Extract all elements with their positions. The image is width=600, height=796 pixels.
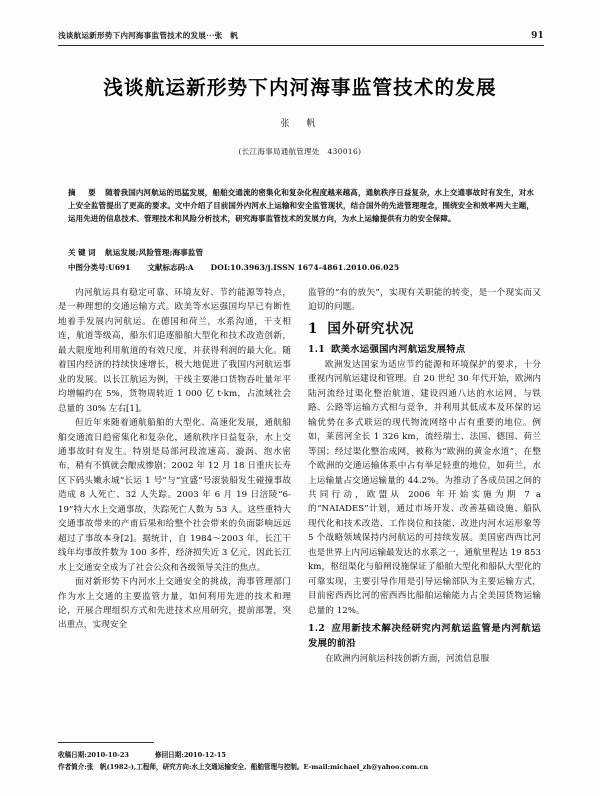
- page-title: 浅谈航运新形势下内河海事监管技术的发展: [103, 76, 497, 99]
- keywords-block: [68, 247, 534, 258]
- author-name: 张 帆: [280, 119, 320, 129]
- paragraph: 面对新形势下内河水上交通安全的挑战，海事管理部门作为水上交通的主要监管力量，如何利用先进的技术和理论，开展合理组织方式和先进技术应用研究，提前部署，突出重点，实现安全: [58, 577, 291, 631]
- received-date-label: 收稿日期:: [58, 751, 87, 759]
- clc-group: [68, 262, 130, 273]
- keywords-label: 关键词: [68, 248, 98, 257]
- clc-value: U691: [108, 263, 131, 272]
- header-rule: [58, 45, 544, 46]
- clc-label: 中图分类号:: [68, 263, 109, 272]
- footnote-dates-row: [58, 750, 544, 762]
- subsection-title: 欧美水运强国内河航运发展特点: [331, 343, 466, 355]
- doi-value: DOI:10.3963/j.ISSN 1674-4861.2010.06.025: [210, 263, 400, 272]
- classification-block: [68, 262, 534, 273]
- running-head: [58, 30, 544, 41]
- paragraph: 但近年来随着通航船舶的大型化、高速化发展，通航船舶交通流日趋密集化和复杂化，通航秩序日益复杂，水上交通事故时有发生。特别是局部河段流速高、漩涡、泡水密布，稍有不慎就会酿成惨剧；2002 年 12 月 18 日重庆长寿区下码头嫩永城“长运 1 号”与“宜盛”号滚装船发生碰撞事故造成 8 人死亡、32 人失踪。2003 年 6 月 19 日涪陵“6-19”特大水上交通事故，失踪死亡人数为 53 人。这些重特大交通事故带来的产甫后果和给整个社会带来的负面影响远远超过了事故本身[2]。据统计，自 1984～2003 年，长江干线年均事故件数为 100 多件，经济损失近 3 亿元，因此长江水上交通安全成为了社会公众和各级领导关注的焦点。: [58, 418, 291, 573]
- author-bio-value: 张 帆(1982-),工程师，研究方向:水上交通运输安全、船舶管理与控制。E-mail:michael_zh@yahoo.com.cn: [86, 762, 429, 771]
- footnote-rule: [58, 742, 154, 743]
- body-column-left: [58, 286, 291, 633]
- section-heading-1: [308, 320, 541, 339]
- paragraph: 监管的“有的放矢”，实现有关职能的转变，是一个现实而又迫切的问题。: [308, 288, 541, 313]
- subsection-number: 1.2: [308, 623, 326, 635]
- paragraph: 内河航运具有稳定可靠、环境友好、节约能源等特点，是一种理想的交通运输方式。欧美等水运强国均早已有断性地着手发展内河航运。在德国和荷兰，水系沟通，干支相连，航道等级高，船东们追逐船舶大型化和技术改造创新，最大限度地利用航道的有效尺度，并获得利润的最大化。随着国内经济的持续快速增长，极大地促进了我国内河航运事业的发展。以长江航运为例，干线主要港口货物吞吐量年平均增幅约在 5%，货物周转近 1 000 亿 t·km，占流域社会总量的 30% 左右[1]。: [58, 288, 291, 414]
- subsection-number: 1.1: [308, 343, 326, 355]
- body-column-right: [308, 286, 541, 667]
- revised-date-label: 修回日期:: [155, 751, 184, 759]
- footnote-author-row: [58, 762, 544, 774]
- section-title: 国外研究状况: [327, 320, 415, 337]
- doc-code-value: A: [187, 263, 194, 272]
- author-bio-label: 作者简介:: [58, 762, 87, 771]
- subsection-heading-1-2: [308, 621, 541, 651]
- received-date-value: 2010-10-23: [86, 751, 129, 759]
- running-head-title: 浅谈航运新形势下内河海事监管技术的发展···张 帆: [58, 31, 238, 40]
- subsection-heading-1-1: [308, 342, 541, 357]
- doc-code-group: [147, 262, 193, 273]
- paragraph: 在欧洲内河航运科技创新方面，河流信息服: [325, 654, 490, 665]
- keywords-text: 航运发展;风险管理;海事监管: [105, 248, 204, 257]
- abstract-label: 摘 要: [68, 188, 99, 197]
- author-affiliation: (长江海事局通航管理处 430016): [238, 147, 362, 156]
- paragraph: 欧洲发达国家为适应节约能源和环境保护的要求，十分重视内河航运建设和管理。自 20 世纪 30 年代开始，欧洲内陆河流经过渠化整治航道、建设四通八达的水运网，与铁路、公路等运输方式相与竞争，并利用其低成本及环保的运输优势在多式联运的现代物流网络中占有重要的地位。例如，莱茵河全长 1 326 km，流经瑞士、法国、德国、荷兰等国；经过渠化整治成网，被称为“欧洲的黄金水道”，在整个欧洲的交通运输体系中占有举足轻重的地位，如荷兰，水上运输量占交通运输量的 44.2%。为推动了各成员国之间的共同行动，欧盟从 2006 年开始实施为期 7 a 的“NAIADES”计划，通过市场开发、改善基础设施、船队现代化和技术改造、工作岗位和技能、改进内河水运形象等 5 个战略领域保持内河航运的可持续发展。美国密西西比河也是世界上内河运输最发达的水系之一，通航里程达 19 853 km，枢纽渠化与船闸设施保证了船舶大型化和船队大型化的可靠实现，主要引导作用是引导运输部队为主要运输方式，目前密西西比河的密西西比船舶运输能力占全美国货物运输总量的 12%。: [308, 359, 541, 616]
- subsection-title: 应用新技术解决经研究内河航运监管是内河航运发展的前沿: [308, 623, 541, 650]
- abstract-block: [68, 186, 534, 225]
- page-number: 91: [531, 31, 544, 41]
- section-number: 1: [308, 320, 319, 337]
- revised-date-value: 2010-12-15: [183, 751, 226, 759]
- abstract-text: 随着我国内河航运的迅猛发展，船舶交通流的密集化和复杂化程度越来越高，通航秩序日益复杂，水上交通事故时有发生，对水上安全监管提出了更高的要求。文中介绍了目前国外内河水上运输和安全监管现状，结合国外的先进管理理念，围绕安全和效率两大主题，运用先进的信息技术、管理技术和风险分析技术，研究海事监管技术的发展方向，为水上运输提供有力的安全保障。: [68, 188, 535, 224]
- doc-code-label: 文献标志码:: [147, 263, 188, 272]
- footnote-block: [58, 750, 544, 773]
